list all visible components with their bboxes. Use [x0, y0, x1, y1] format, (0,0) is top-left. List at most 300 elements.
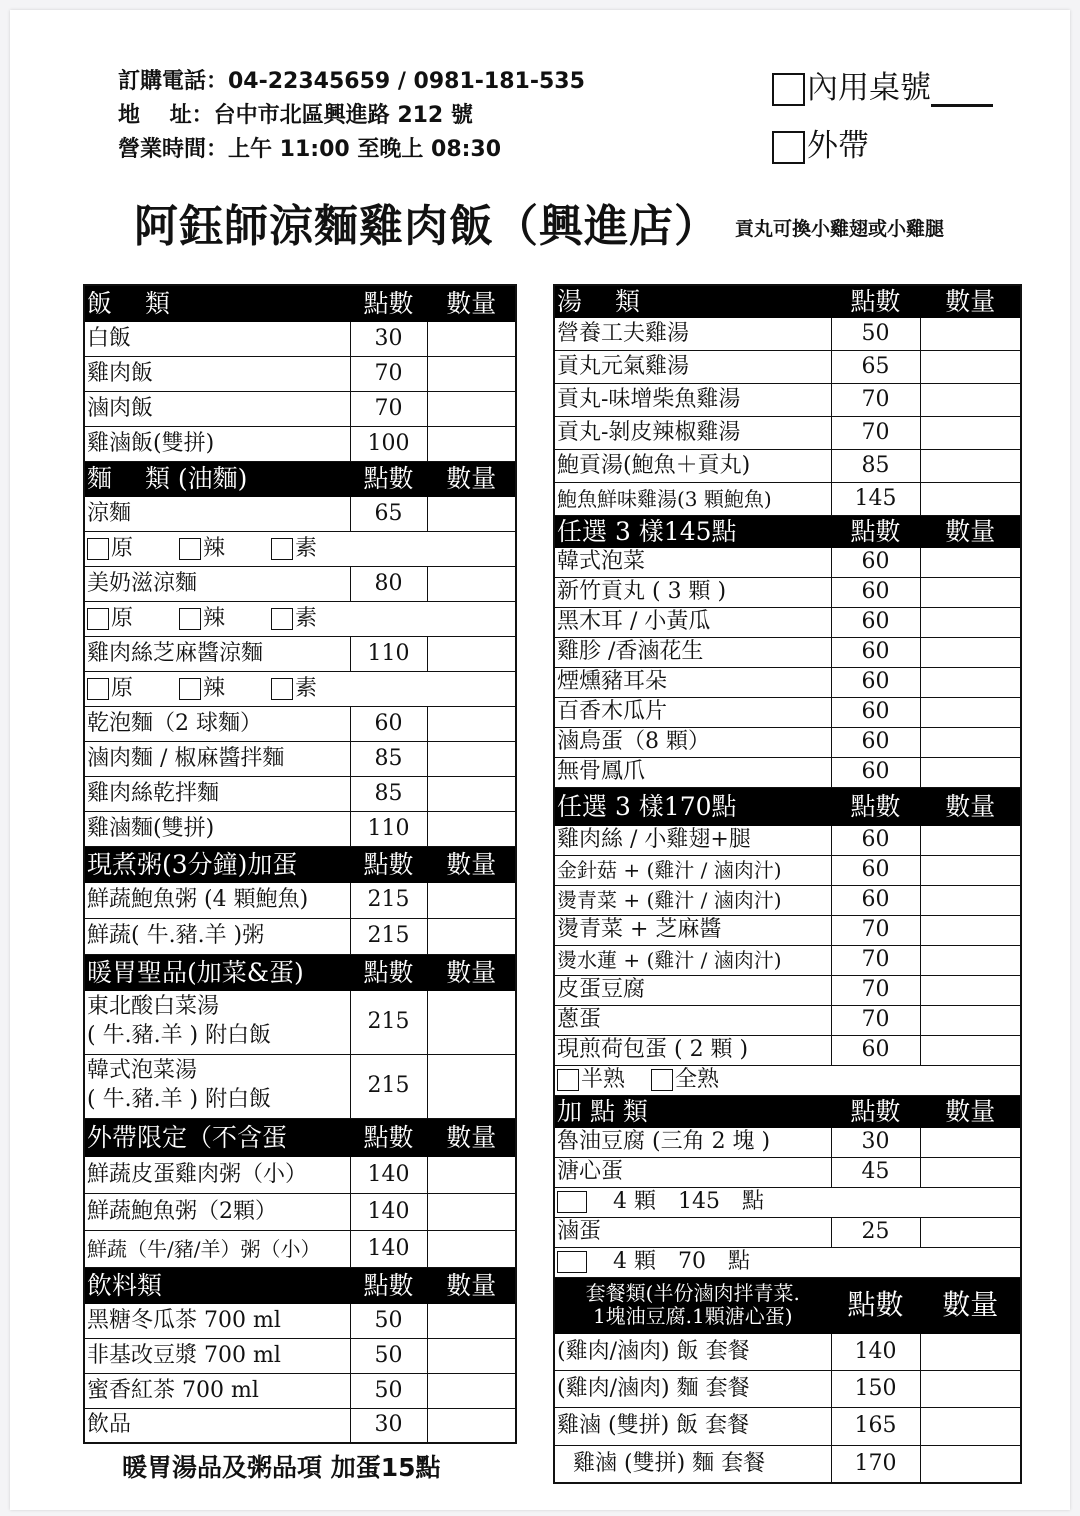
table-row	[554, 1005, 1021, 1035]
fully-cooked-checkbox[interactable]	[651, 1069, 673, 1091]
item-points: 70	[350, 356, 427, 391]
item-name: 鮮蔬( 牛.豬.羊 )粥	[84, 918, 350, 954]
table-row	[554, 915, 1021, 945]
veg-checkbox[interactable]	[271, 608, 293, 630]
table-row	[554, 1035, 1021, 1065]
qty-cell[interactable]	[920, 1035, 1021, 1065]
item-points: 110	[350, 636, 427, 671]
qty-cell[interactable]	[427, 636, 516, 671]
table-row	[84, 636, 516, 671]
item-points: 140	[831, 1333, 920, 1370]
qty-header: 數量	[427, 846, 516, 882]
plain-checkbox[interactable]	[87, 678, 109, 700]
item-name: 魯油豆腐 (三角 2 塊 )	[554, 1127, 831, 1157]
qty-cell[interactable]	[427, 391, 516, 426]
spicy-label: 辣	[203, 535, 226, 561]
table-row	[554, 697, 1021, 727]
item-points: 60	[831, 667, 920, 697]
item-name: (雞肉/滷肉) 麵 套餐	[554, 1370, 831, 1407]
qty-cell[interactable]	[427, 426, 516, 461]
item-name: 蜜香紅茶 700 ml	[84, 1373, 350, 1408]
qty-cell[interactable]	[920, 547, 1021, 577]
points-header: 點數	[350, 846, 427, 882]
business-hours: 營業時間：上午 11:00 至晚上 08:30	[118, 137, 502, 162]
table-row	[554, 449, 1021, 482]
item-name: 蔥蛋	[554, 1005, 831, 1035]
drinks-header	[84, 1267, 516, 1303]
qty-cell[interactable]	[920, 757, 1021, 787]
points-header: 點數	[350, 954, 427, 990]
table-row	[84, 1054, 516, 1118]
qty-cell[interactable]	[920, 350, 1021, 383]
table-row	[554, 1445, 1021, 1483]
item-name: 營養工夫雞湯	[554, 317, 831, 350]
table-row	[84, 990, 516, 1054]
item-name: 雞胗 /香滷花生	[554, 637, 831, 667]
bulk-deal-row	[554, 1187, 1021, 1217]
qty-cell[interactable]	[920, 1445, 1021, 1483]
item-points: 70	[350, 391, 427, 426]
item-points: 70	[831, 945, 920, 975]
pick3-170-title: 任選 3 樣170點	[554, 787, 831, 825]
addon-header	[554, 1095, 1021, 1127]
spicy-checkbox[interactable]	[179, 538, 201, 560]
plain-checkbox[interactable]	[87, 538, 109, 560]
table-row	[84, 1193, 516, 1230]
item-points: 60	[831, 637, 920, 667]
item-points: 85	[831, 449, 920, 482]
pick3-170-header	[554, 787, 1021, 825]
takeout-checkbox[interactable]	[772, 131, 805, 164]
item-name: 雞肉飯	[84, 356, 350, 391]
qty-cell[interactable]	[427, 811, 516, 846]
points-header: 點數	[350, 1267, 427, 1303]
warm-header	[84, 954, 516, 990]
qty-header: 數量	[920, 285, 1021, 317]
qty-cell[interactable]	[920, 1005, 1021, 1035]
qty-cell[interactable]	[920, 1333, 1021, 1370]
spicy-label: 辣	[203, 605, 226, 631]
takeout-only-title: 外帶限定（不含蛋	[84, 1118, 350, 1156]
doneness-options	[554, 1065, 1021, 1095]
table-row	[84, 1230, 516, 1267]
veg-checkbox[interactable]	[271, 538, 293, 560]
qty-cell[interactable]	[427, 741, 516, 776]
table-row	[84, 1156, 516, 1193]
qty-cell[interactable]	[427, 918, 516, 954]
noodles-title: 麵 類 (油麵)	[84, 461, 350, 496]
item-points: 70	[831, 915, 920, 945]
spicy-checkbox[interactable]	[179, 608, 201, 630]
qty-cell[interactable]	[920, 975, 1021, 1005]
item-points: 60	[831, 727, 920, 757]
plain-label: 原	[111, 535, 134, 561]
item-points: 60	[831, 885, 920, 915]
item-name: 燙青菜 + (雞汁 / 滷肉汁)	[554, 885, 831, 915]
deal-checkbox[interactable]	[557, 1191, 587, 1213]
shop-title: 阿鈺師涼麵雞肉飯（興進店）	[134, 201, 719, 252]
table-row	[84, 776, 516, 811]
table-row	[554, 317, 1021, 350]
item-name: 金針菇 + (雞汁 / 滷肉汁)	[554, 855, 831, 885]
qty-cell[interactable]	[920, 1157, 1021, 1187]
item-points: 50	[350, 1338, 427, 1373]
item-name: 新竹貢丸 ( 3 顆 )	[554, 577, 831, 607]
veg-label: 素	[295, 535, 318, 561]
table-row	[554, 547, 1021, 577]
qty-header: 數量	[920, 787, 1021, 825]
table-row	[554, 350, 1021, 383]
half-cooked-label: 半熟	[581, 1067, 626, 1092]
pick3-145-header	[554, 515, 1021, 547]
qty-cell[interactable]	[427, 1303, 516, 1338]
item-name: 滷蛋	[554, 1217, 831, 1247]
item-points: 165	[831, 1407, 920, 1445]
qty-cell[interactable]	[427, 1230, 516, 1267]
rice-header	[84, 285, 516, 321]
egg-addon-note: 暖胃湯品及粥品項 加蛋15點	[122, 1453, 441, 1482]
table-row	[554, 945, 1021, 975]
qty-cell[interactable]	[920, 1217, 1021, 1247]
plain-label: 原	[111, 675, 134, 701]
item-points: 70	[831, 1005, 920, 1035]
qty-cell[interactable]	[427, 496, 516, 531]
table-row	[84, 918, 516, 954]
dine-in-label: 內用桌號	[807, 70, 931, 106]
item-name: 鮮蔬（牛/豬/羊）粥（小）	[84, 1230, 350, 1267]
item-name: 現煎荷包蛋 ( 2 顆 )	[554, 1035, 831, 1065]
item-points: 215	[350, 918, 427, 954]
addon-title: 加 點 類	[554, 1095, 831, 1127]
flavor-options	[84, 531, 516, 566]
veg-label: 素	[295, 605, 318, 631]
item-name: 鮑魚鮮味雞湯(3 顆鮑魚)	[554, 482, 831, 515]
item-name: 雞滷麵(雙拼)	[84, 811, 350, 846]
item-name: 滷鳥蛋（8 顆）	[554, 727, 831, 757]
table-row	[554, 416, 1021, 449]
left-menu-table	[83, 284, 517, 1444]
drinks-title: 飲料類	[84, 1267, 350, 1303]
item-points: 110	[350, 811, 427, 846]
table-row	[554, 727, 1021, 757]
item-name: 煙燻豬耳朵	[554, 667, 831, 697]
item-points: 60	[831, 1035, 920, 1065]
item-points: 60	[831, 825, 920, 855]
qty-cell[interactable]	[920, 607, 1021, 637]
qty-cell[interactable]	[427, 1156, 516, 1193]
item-points: 70	[831, 975, 920, 1005]
bulk-deal	[554, 1247, 1021, 1277]
qty-header: 數量	[427, 285, 516, 321]
points-header: 點數	[831, 787, 920, 825]
takeout-label: 外帶	[807, 128, 869, 164]
veg-checkbox[interactable]	[271, 678, 293, 700]
table-row	[554, 1370, 1021, 1407]
flavor-options	[84, 671, 516, 706]
qty-header: 數量	[427, 954, 516, 990]
plain-checkbox[interactable]	[87, 608, 109, 630]
item-name: 滷肉飯	[84, 391, 350, 426]
table-row	[84, 811, 516, 846]
table-row	[554, 607, 1021, 637]
item-points: 215	[350, 882, 427, 918]
qty-header: 數量	[920, 1277, 1021, 1333]
table-row	[554, 1333, 1021, 1370]
item-name: 燙青菜 + 芝麻醬	[554, 915, 831, 945]
item-points: 70	[831, 416, 920, 449]
rice-title: 飯 類	[84, 285, 350, 321]
deal-label: 4 顆 70 點	[613, 1249, 750, 1274]
item-name: (雞肉/滷肉) 飯 套餐	[554, 1333, 831, 1370]
qty-cell[interactable]	[427, 706, 516, 741]
fully-cooked-label: 全熟	[675, 1067, 720, 1092]
item-points: 60	[831, 607, 920, 637]
item-name: 無骨鳳爪	[554, 757, 831, 787]
item-points: 70	[831, 383, 920, 416]
qty-cell[interactable]	[427, 566, 516, 601]
points-header: 點數	[831, 285, 920, 317]
points-header: 點數	[350, 461, 427, 496]
item-points: 85	[350, 776, 427, 811]
table-row	[554, 1127, 1021, 1157]
dine-in-checkbox[interactable]	[772, 73, 805, 106]
qty-header: 數量	[427, 461, 516, 496]
item-points: 65	[350, 496, 427, 531]
points-header: 點數	[350, 285, 427, 321]
item-points: 140	[350, 1193, 427, 1230]
points-header: 點數	[350, 1118, 427, 1156]
table-row	[554, 637, 1021, 667]
item-name: 鮮蔬皮蛋雞肉粥（小）	[84, 1156, 350, 1193]
item-points: 50	[350, 1303, 427, 1338]
set-meal-header	[554, 1277, 1021, 1333]
order-phone: 訂購電話：04-22345659 / 0981-181-535	[118, 69, 585, 94]
item-name: 燙水蓮 + (雞汁 / 滷肉汁)	[554, 945, 831, 975]
table-row	[84, 706, 516, 741]
deal-label: 4 顆 145 點	[613, 1189, 764, 1214]
table-row	[554, 482, 1021, 515]
qty-cell[interactable]	[920, 945, 1021, 975]
soup-header	[554, 285, 1021, 317]
takeout-option	[772, 120, 869, 165]
qty-cell[interactable]	[427, 356, 516, 391]
item-points: 30	[350, 321, 427, 356]
qty-cell[interactable]	[427, 1338, 516, 1373]
flavor-options	[84, 601, 516, 636]
table-row	[84, 882, 516, 918]
item-points: 215	[350, 990, 427, 1054]
item-name: 滷肉麵 / 椒麻醬拌麵	[84, 741, 350, 776]
qty-cell[interactable]	[427, 321, 516, 356]
table-number-blank[interactable]	[931, 96, 993, 107]
item-points: 80	[350, 566, 427, 601]
porridge-header	[84, 846, 516, 882]
qty-header: 數量	[920, 515, 1021, 547]
item-points: 45	[831, 1157, 920, 1187]
qty-cell[interactable]	[427, 1054, 516, 1118]
item-points: 25	[831, 1217, 920, 1247]
veg-label: 素	[295, 675, 318, 701]
bulk-deal-row	[554, 1247, 1021, 1277]
points-header: 點數	[831, 515, 920, 547]
doneness-options-row	[554, 1065, 1021, 1095]
flavor-options-row	[84, 601, 516, 636]
substitution-note: 貢丸可換小雞翅或小雞腿	[735, 218, 945, 240]
points-header: 點數	[831, 1277, 920, 1333]
table-row	[84, 321, 516, 356]
table-row	[554, 855, 1021, 885]
item-name: 百香木瓜片	[554, 697, 831, 727]
qty-cell[interactable]	[427, 1193, 516, 1230]
item-points: 60	[831, 855, 920, 885]
qty-cell[interactable]	[920, 383, 1021, 416]
table-row	[554, 885, 1021, 915]
item-name: 東北酸白菜湯 ( 牛.豬.羊 ) 附白飯	[84, 990, 350, 1054]
item-name: 黑木耳 / 小黃瓜	[554, 607, 831, 637]
pick3-145-title: 任選 3 樣145點	[554, 515, 831, 547]
item-points: 30	[350, 1408, 427, 1443]
takeout-only-header	[84, 1118, 516, 1156]
item-name: 鮮蔬鮑魚粥（2顆）	[84, 1193, 350, 1230]
item-points: 50	[831, 317, 920, 350]
table-row	[554, 383, 1021, 416]
dine-in-option	[772, 62, 993, 107]
item-name: 黑糖冬瓜茶 700 ml	[84, 1303, 350, 1338]
table-row	[84, 356, 516, 391]
qty-cell[interactable]	[920, 416, 1021, 449]
qty-cell[interactable]	[920, 855, 1021, 885]
item-name: 乾泡麵（2 球麵）	[84, 706, 350, 741]
qty-cell[interactable]	[920, 1407, 1021, 1445]
item-name: 鮮蔬鮑魚粥 (4 顆鮑魚)	[84, 882, 350, 918]
item-name: 白飯	[84, 321, 350, 356]
half-cooked-checkbox[interactable]	[557, 1069, 579, 1091]
set-meal-title: 套餐類(半份滷肉拌青菜. 1塊油豆腐.1顆溏心蛋)	[554, 1277, 831, 1333]
table-row	[554, 757, 1021, 787]
item-name: 雞肉絲 / 小雞翅+腿	[554, 825, 831, 855]
item-points: 60	[831, 697, 920, 727]
points-header: 點數	[831, 1095, 920, 1127]
qty-cell[interactable]	[920, 667, 1021, 697]
item-name: 溏心蛋	[554, 1157, 831, 1187]
item-points: 30	[831, 1127, 920, 1157]
table-row	[84, 1408, 516, 1443]
qty-header: 數量	[920, 1095, 1021, 1127]
table-row	[84, 496, 516, 531]
table-row	[554, 975, 1021, 1005]
item-points: 150	[831, 1370, 920, 1407]
noodles-header	[84, 461, 516, 496]
item-name: 韓式泡菜湯 ( 牛.豬.羊 ) 附白飯	[84, 1054, 350, 1118]
item-points: 60	[350, 706, 427, 741]
right-menu-table	[553, 284, 1022, 1484]
qty-cell[interactable]	[920, 727, 1021, 757]
table-row	[84, 741, 516, 776]
spicy-checkbox[interactable]	[179, 678, 201, 700]
item-points: 145	[831, 482, 920, 515]
qty-cell[interactable]	[920, 885, 1021, 915]
qty-cell[interactable]	[920, 482, 1021, 515]
flavor-options-row	[84, 671, 516, 706]
table-row	[554, 667, 1021, 697]
item-points: 170	[831, 1445, 920, 1483]
table-row	[84, 426, 516, 461]
item-points: 60	[831, 757, 920, 787]
item-points: 60	[831, 577, 920, 607]
deal-checkbox[interactable]	[557, 1251, 587, 1273]
table-row	[84, 391, 516, 426]
table-row	[84, 1373, 516, 1408]
item-name: 雞肉絲乾拌麵	[84, 776, 350, 811]
item-name: 雞滷飯(雙拼)	[84, 426, 350, 461]
item-name: 美奶滋涼麵	[84, 566, 350, 601]
item-points: 65	[831, 350, 920, 383]
item-name: 貢丸-味增柴魚雞湯	[554, 383, 831, 416]
qty-header: 數量	[427, 1267, 516, 1303]
qty-cell[interactable]	[427, 776, 516, 811]
qty-cell[interactable]	[427, 990, 516, 1054]
address: 地 址：台中市北區興進路 212 號	[118, 103, 473, 128]
qty-cell[interactable]	[427, 1373, 516, 1408]
item-name: 非基改豆漿 700 ml	[84, 1338, 350, 1373]
item-points: 60	[831, 547, 920, 577]
qty-cell[interactable]	[920, 1370, 1021, 1407]
porridge-title: 現煮粥(3分鐘)加蛋	[84, 846, 350, 882]
bulk-deal	[554, 1187, 1021, 1217]
qty-header: 數量	[427, 1118, 516, 1156]
table-row	[84, 1338, 516, 1373]
spicy-label: 辣	[203, 675, 226, 701]
qty-cell[interactable]	[427, 882, 516, 918]
item-points: 215	[350, 1054, 427, 1118]
item-name: 韓式泡菜	[554, 547, 831, 577]
qty-cell[interactable]	[427, 1408, 516, 1443]
item-points: 100	[350, 426, 427, 461]
table-row	[554, 1157, 1021, 1187]
plain-label: 原	[111, 605, 134, 631]
table-row	[554, 1407, 1021, 1445]
item-points: 140	[350, 1230, 427, 1267]
table-row	[554, 1217, 1021, 1247]
qty-cell[interactable]	[920, 697, 1021, 727]
table-row	[554, 577, 1021, 607]
flavor-options-row	[84, 531, 516, 566]
item-name: 雞滷 (雙拼) 飯 套餐	[554, 1407, 831, 1445]
qty-cell[interactable]	[920, 1127, 1021, 1157]
item-name: 皮蛋豆腐	[554, 975, 831, 1005]
item-points: 50	[350, 1373, 427, 1408]
qty-cell[interactable]	[920, 915, 1021, 945]
item-points: 85	[350, 741, 427, 776]
qty-cell[interactable]	[920, 637, 1021, 667]
qty-cell[interactable]	[920, 577, 1021, 607]
item-name: 貢丸-剝皮辣椒雞湯	[554, 416, 831, 449]
table-row	[84, 1303, 516, 1338]
item-name: 鮑貢湯(鮑魚＋貢丸)	[554, 449, 831, 482]
item-name: 雞肉絲芝麻醬涼麵	[84, 636, 350, 671]
soup-title: 湯 類	[554, 285, 831, 317]
warm-title: 暖胃聖品(加菜&蛋)	[84, 954, 350, 990]
qty-cell[interactable]	[920, 825, 1021, 855]
qty-cell[interactable]	[920, 449, 1021, 482]
table-row	[554, 825, 1021, 855]
item-name: 貢丸元氣雞湯	[554, 350, 831, 383]
item-points: 140	[350, 1156, 427, 1193]
item-name: 雞滷 (雙拼) 麵 套餐	[554, 1445, 831, 1483]
item-name: 飲品	[84, 1408, 350, 1443]
qty-cell[interactable]	[920, 317, 1021, 350]
table-row	[84, 566, 516, 601]
